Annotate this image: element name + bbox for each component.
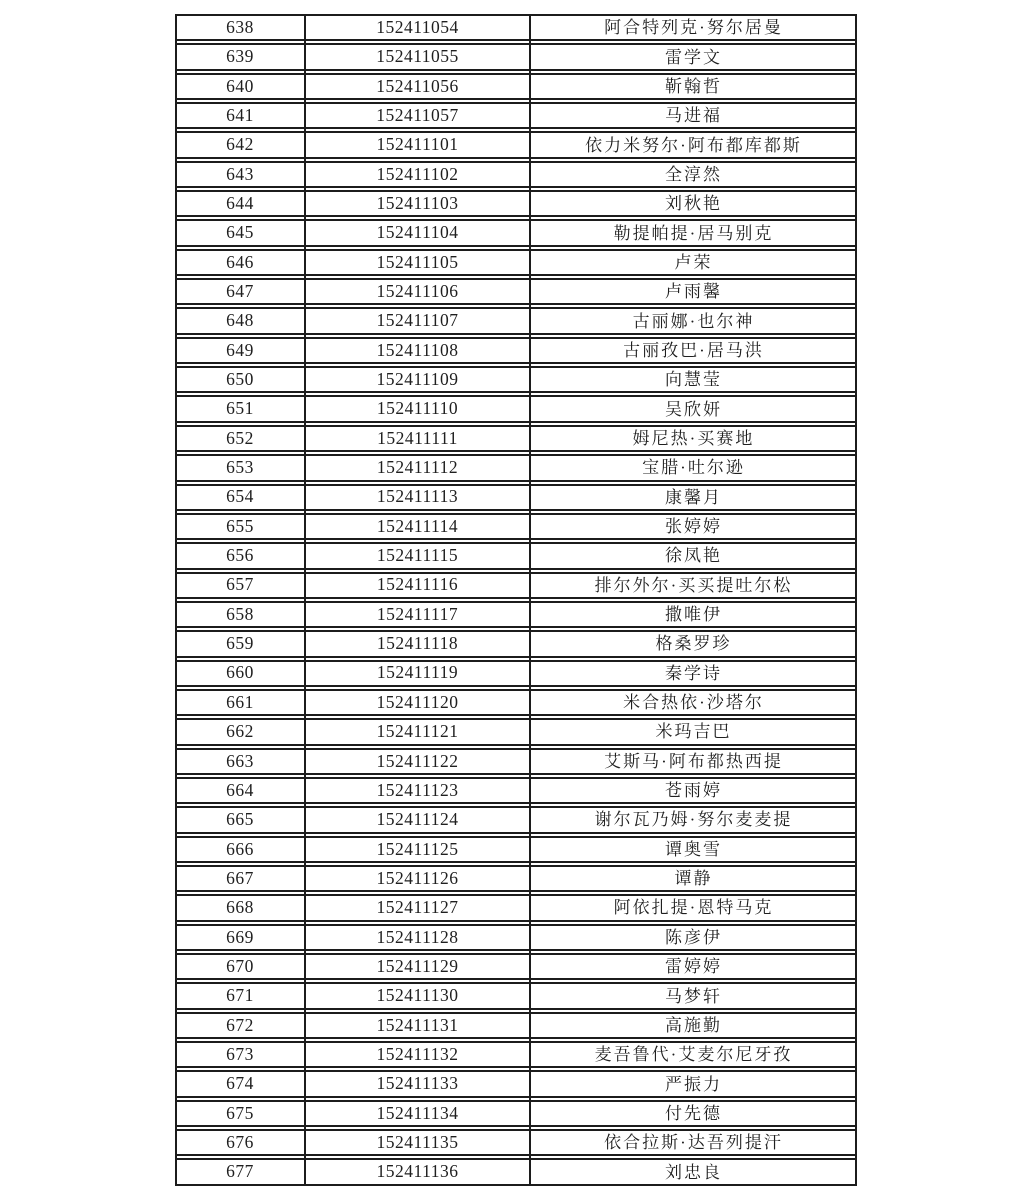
table-row	[175, 161, 857, 188]
candidate-id-cell: 152411102	[376, 163, 459, 184]
serial-number-cell: 651	[226, 398, 254, 419]
candidate-id-cell: 152411120	[376, 691, 459, 712]
table-row	[175, 748, 857, 775]
candidate-name-cell: 付先德	[665, 1103, 722, 1123]
serial-number-cell: 657	[226, 574, 254, 595]
candidate-name-cell: 阿依扎提·恩特马克	[613, 898, 774, 918]
serial-number-cell: 642	[226, 134, 254, 155]
serial-number-cell: 654	[226, 486, 254, 507]
table-row	[175, 249, 857, 276]
roster-table-rows	[175, 14, 857, 1186]
serial-number-cell: 662	[226, 721, 254, 742]
table-row	[175, 689, 857, 716]
table-row	[175, 572, 857, 599]
candidate-name-cell: 全淳然	[665, 164, 722, 184]
candidate-id-cell: 152411115	[376, 545, 459, 566]
serial-number-cell: 650	[226, 369, 254, 390]
candidate-name-cell: 谭奥雪	[665, 839, 722, 859]
candidate-id-cell: 152411109	[376, 369, 459, 390]
serial-number-cell: 646	[226, 251, 254, 272]
serial-number-cell: 638	[226, 16, 254, 37]
candidate-name-cell: 勒提帕提·居马别克	[613, 223, 774, 243]
candidate-name-cell: 艾斯马·阿布都热西提	[604, 751, 783, 771]
candidate-name-cell: 严振力	[665, 1074, 722, 1094]
candidate-id-cell: 152411105	[376, 251, 459, 272]
table-column-divider-id	[529, 14, 531, 1186]
table-row	[175, 190, 857, 217]
table-row	[175, 395, 857, 422]
candidate-id-cell: 152411056	[376, 75, 459, 96]
table-row	[175, 953, 857, 980]
candidate-name-cell: 米合热依·沙塔尔	[623, 693, 764, 713]
candidate-name-cell: 刘忠良	[665, 1162, 722, 1182]
serial-number-cell: 655	[226, 515, 254, 536]
candidate-id-cell: 152411121	[376, 721, 459, 742]
serial-number-cell: 649	[226, 339, 254, 360]
serial-number-cell: 674	[226, 1073, 254, 1094]
table-row	[175, 660, 857, 687]
candidate-name-cell: 撒唯伊	[665, 605, 722, 625]
candidate-id-cell: 152411126	[376, 867, 459, 888]
table-row	[175, 894, 857, 921]
candidate-id-cell: 152411106	[376, 281, 459, 302]
table-row	[175, 806, 857, 833]
candidate-name-cell: 卢雨馨	[665, 282, 722, 302]
candidate-id-cell: 152411110	[376, 398, 459, 419]
table-row	[175, 73, 857, 100]
candidate-name-cell: 宝腊·吐尔逊	[642, 458, 745, 478]
candidate-name-cell: 格桑罗珍	[655, 634, 732, 654]
candidate-name-cell: 排尔外尔·买买提吐尔松	[594, 575, 793, 595]
serial-number-cell: 658	[226, 603, 254, 624]
candidate-id-cell: 152411111	[377, 427, 458, 448]
serial-number-cell: 669	[226, 926, 254, 947]
candidate-id-cell: 152411108	[376, 339, 459, 360]
candidate-name-cell: 依力米努尔·阿布都库都斯	[585, 135, 802, 155]
serial-number-cell: 647	[226, 281, 254, 302]
candidate-id-cell: 152411132	[376, 1043, 459, 1064]
serial-number-cell: 643	[226, 163, 254, 184]
candidate-id-cell: 152411116	[376, 574, 459, 595]
candidate-id-cell: 152411127	[376, 897, 459, 918]
candidate-name-cell: 卢荣	[674, 252, 713, 272]
candidate-id-cell: 152411124	[376, 809, 459, 830]
candidate-id-cell: 152411125	[376, 838, 459, 859]
table-row	[175, 425, 857, 452]
table-row	[175, 1129, 857, 1156]
serial-number-cell: 672	[226, 1014, 254, 1035]
candidate-id-cell: 152411101	[376, 134, 459, 155]
candidate-id-cell: 152411131	[376, 1014, 459, 1035]
table-row	[175, 454, 857, 481]
table-row	[175, 513, 857, 540]
table-row	[175, 14, 857, 41]
candidate-name-cell: 马梦轩	[665, 986, 722, 1006]
roster-table	[175, 14, 857, 1186]
table-row	[175, 777, 857, 804]
table-row	[175, 43, 857, 70]
serial-number-cell: 667	[226, 867, 254, 888]
candidate-id-cell: 152411112	[376, 457, 459, 478]
candidate-name-cell: 米玛吉巴	[655, 722, 732, 742]
candidate-name-cell: 张婷婷	[665, 517, 722, 537]
table-row	[175, 865, 857, 892]
candidate-id-cell: 152411054	[376, 16, 459, 37]
candidate-name-cell: 秦学诗	[665, 663, 722, 683]
table-row	[175, 630, 857, 657]
candidate-name-cell: 谢尔瓦乃姆·努尔麦麦提	[594, 810, 793, 830]
table-row	[175, 542, 857, 569]
table-row	[175, 601, 857, 628]
candidate-name-cell: 陈彦伊	[665, 927, 722, 947]
serial-number-cell: 640	[226, 75, 254, 96]
candidate-id-cell: 152411057	[376, 104, 459, 125]
serial-number-cell: 670	[226, 955, 254, 976]
serial-number-cell: 644	[226, 192, 254, 213]
serial-number-cell: 673	[226, 1043, 254, 1064]
candidate-name-cell: 向慧莹	[665, 370, 722, 390]
candidate-name-cell: 马进福	[665, 106, 722, 126]
serial-number-cell: 653	[226, 457, 254, 478]
table-row	[175, 131, 857, 158]
serial-number-cell: 648	[226, 310, 254, 331]
serial-number-cell: 676	[226, 1131, 254, 1152]
candidate-id-cell: 152411119	[376, 662, 459, 683]
table-row	[175, 102, 857, 129]
candidate-id-cell: 152411134	[376, 1102, 459, 1123]
serial-number-cell: 641	[226, 104, 254, 125]
serial-number-cell: 660	[226, 662, 254, 683]
serial-number-cell: 663	[226, 750, 254, 771]
serial-number-cell: 671	[226, 985, 254, 1006]
table-row	[175, 1158, 857, 1185]
candidate-name-cell: 康馨月	[665, 487, 722, 507]
table-column-divider-serial	[304, 14, 306, 1186]
candidate-name-cell: 靳翰哲	[665, 76, 722, 96]
serial-number-cell: 666	[226, 838, 254, 859]
serial-number-cell: 664	[226, 779, 254, 800]
table-row	[175, 337, 857, 364]
candidate-name-cell: 高施勤	[665, 1015, 722, 1035]
table-row	[175, 484, 857, 511]
table-row	[175, 836, 857, 863]
table-row	[175, 718, 857, 745]
candidate-name-cell: 阿合特列克·努尔居曼	[604, 18, 783, 38]
table-row	[175, 366, 857, 393]
serial-number-cell: 668	[226, 897, 254, 918]
candidate-id-cell: 152411123	[376, 779, 459, 800]
serial-number-cell: 665	[226, 809, 254, 830]
candidate-name-cell: 谭静	[674, 869, 713, 889]
candidate-id-cell: 152411122	[376, 750, 459, 771]
candidate-id-cell: 152411104	[376, 222, 459, 243]
candidate-id-cell: 152411103	[376, 192, 459, 213]
candidate-name-cell: 雷学文	[665, 47, 722, 67]
candidate-id-cell: 152411113	[376, 486, 459, 507]
table-border-right	[855, 14, 857, 1186]
candidate-name-cell: 麦吾鲁代·艾麦尔尼牙孜	[594, 1045, 793, 1065]
candidate-name-cell: 姆尼热·买赛地	[632, 428, 755, 448]
serial-number-cell: 656	[226, 545, 254, 566]
table-row	[175, 219, 857, 246]
table-row	[175, 982, 857, 1009]
candidate-id-cell: 152411129	[376, 955, 459, 976]
candidate-name-cell: 雷婷婷	[665, 957, 722, 977]
serial-number-cell: 659	[226, 633, 254, 654]
candidate-id-cell: 152411130	[376, 985, 459, 1006]
candidate-id-cell: 152411128	[376, 926, 459, 947]
table-row	[175, 1012, 857, 1039]
candidate-name-cell: 苍雨婷	[665, 781, 722, 801]
table-row	[175, 1041, 857, 1068]
table-row	[175, 1100, 857, 1127]
table-row	[175, 1070, 857, 1097]
candidate-name-cell: 徐凤艳	[665, 546, 722, 566]
serial-number-cell: 639	[226, 46, 254, 67]
candidate-name-cell: 刘秋艳	[665, 194, 722, 214]
serial-number-cell: 661	[226, 691, 254, 712]
candidate-id-cell: 152411055	[376, 46, 459, 67]
candidate-id-cell: 152411118	[376, 633, 459, 654]
candidate-id-cell: 152411114	[376, 515, 459, 536]
candidate-name-cell: 吴欣妍	[665, 399, 722, 419]
table-row	[175, 924, 857, 951]
table-row	[175, 307, 857, 334]
candidate-id-cell: 152411136	[376, 1161, 459, 1182]
candidate-id-cell: 152411117	[376, 603, 459, 624]
candidate-name-cell: 古丽孜巴·居马洪	[623, 340, 764, 360]
serial-number-cell: 645	[226, 222, 254, 243]
table-row	[175, 278, 857, 305]
candidate-id-cell: 152411135	[376, 1131, 459, 1152]
serial-number-cell: 677	[226, 1161, 254, 1182]
serial-number-cell: 675	[226, 1102, 254, 1123]
table-border-left	[175, 14, 177, 1186]
serial-number-cell: 652	[226, 427, 254, 448]
candidate-name-cell: 古丽娜·也尔神	[632, 311, 755, 331]
candidate-id-cell: 152411107	[376, 310, 459, 331]
candidate-id-cell: 152411133	[376, 1073, 459, 1094]
candidate-name-cell: 依合拉斯·达吾列提汗	[604, 1133, 783, 1153]
